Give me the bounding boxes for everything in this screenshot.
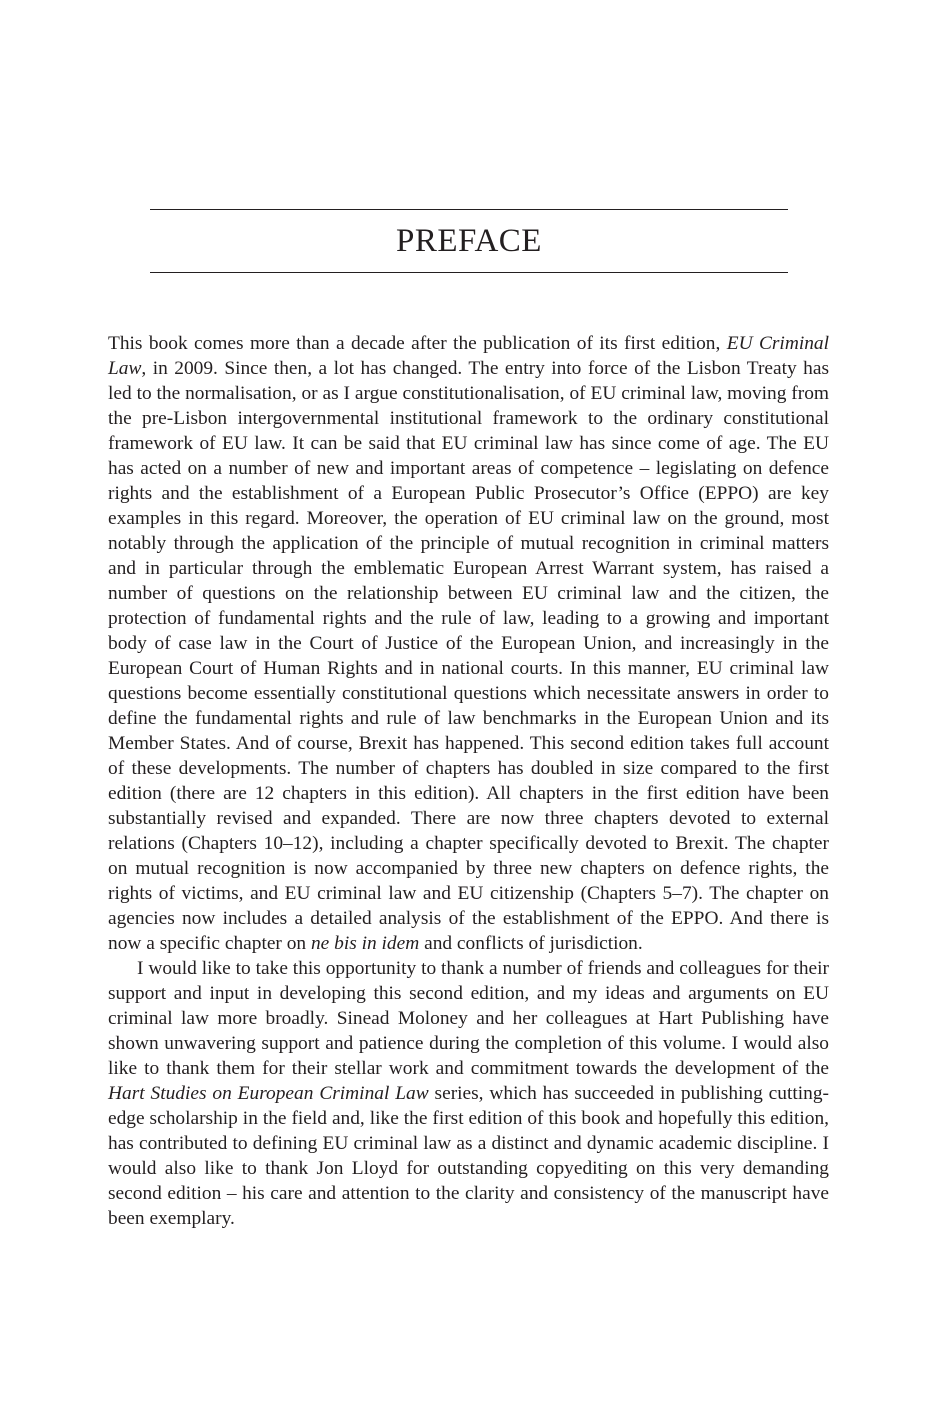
paragraph-1 — [108, 331, 829, 956]
series-title-italic: Hart Studies on European Criminal Law — [108, 1083, 429, 1104]
latin-term-italic: ne bis in idem — [310, 933, 420, 954]
text-segment: series, which has succeeded in publishing cutting-edge scholarship in the field and, like the first edition of this book and hopefully this edition, has contributed to defining EU criminal law as a distinct and dynamic academic discipline. I would also like to thank Jon Lloyd for outstanding copyediting on this very demanding second edition – his care and attention to the clarity and consistency of the manuscript have been exemplary. — [108, 1083, 829, 1229]
paragraph-2 — [108, 956, 829, 1231]
text-segment: This book comes more than a decade after the publication of its first edition, — [108, 333, 727, 354]
title-block — [150, 209, 788, 273]
text-segment: and conflicts of jurisdiction. — [419, 933, 643, 954]
book-title-italic: EU Criminal Law — [108, 333, 829, 379]
page-title: PREFACE — [396, 223, 542, 259]
preface-body — [108, 331, 829, 1231]
text-segment: , in 2009. Since then, a lot has changed. The entry into force of the Lisbon Treaty has led to the normalisation, or as I argue constitutionalisation, of EU criminal law, moving from the pre-Lisbon intergovernmental institutional framework to the ordinary constitutional framework of EU law. It can be said that EU criminal law has since come of age. The EU has acted on a number of new and important areas of competence – legislating on defence rights and the establishment of a European Public Prosecutor’s Office (EPPO) are key examples in this regard. Moreover, the operation of EU criminal law on the ground, most notably through the application of the principle of mutual recognition in criminal matters and in particular through the emblematic European Arrest Warrant system, has raised a number of questions on the relationship between EU criminal law and the citizen, the protection of fundamental rights and the rule of law, leading to a growing and important body of case law in the Court of Justice of the European Union, and increasingly in the European Court of Human Rights and in national courts. In this manner, EU criminal law questions become essentially constitutional questions which necessitate answers in order to define the fundamental rights and rule of law benchmarks in the European Union and its Member States. And of course, Brexit has happened. This second edition takes full account of these developments. The number of chapters has doubled in size compared to the first edition (there are 12 chapters in this edition). All chapters in the first edition have been substantially revised and expanded. There are now three chapters devoted to external relations (Chapters 10–12), including a chapter specifically devoted to Brexit. The chapter on mutual recognition is now accompanied by three new chapters on defence rights, the rights of victims, and EU criminal law and EU citizenship (Chapters 5–7). The chapter on agencies now includes a detailed analysis of the establishment of the EPPO. And there is now a specific chapter on — [108, 358, 829, 954]
text-segment: I would like to take this opportunity to thank a number of friends and colleagues for their support and input in developing this second edition, and my ideas and arguments on EU criminal law more broadly. Sinead Moloney and her colleagues at Hart Publishing have shown unwavering support and patience during the completion of this volume. I would also like to thank them for their stellar work and commitment towards the development of the — [108, 958, 829, 1079]
